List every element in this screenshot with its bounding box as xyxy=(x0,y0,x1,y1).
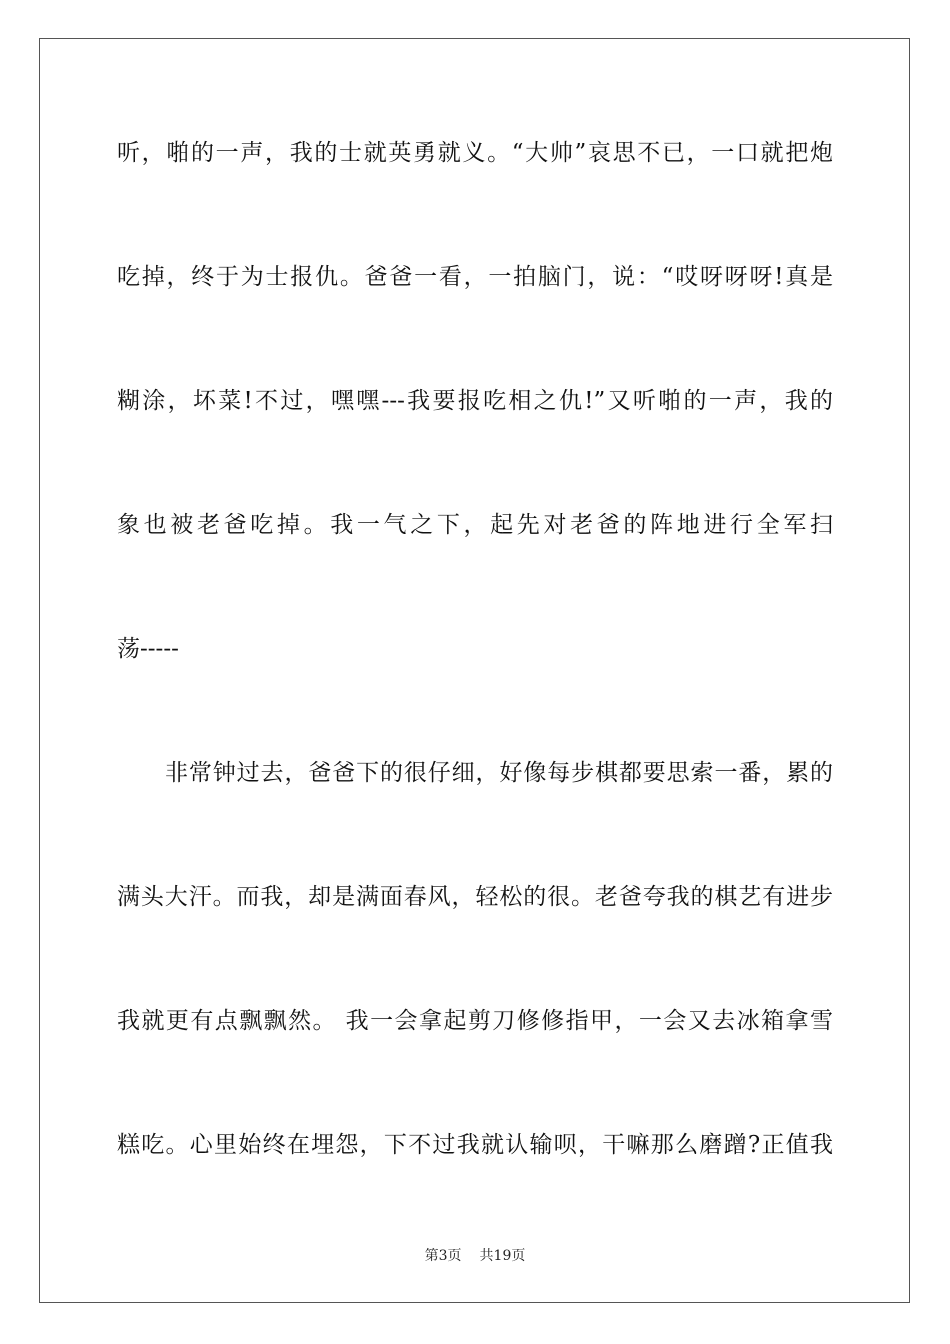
text-line-1: 听，啪的一声，我的士就英勇就义。“大帅”哀思不已，一口就把炮 xyxy=(117,140,833,166)
text-line-7: 满头大汗。而我，却是满面春风，轻松的很。老爸夸我的棋艺有进步 xyxy=(117,884,833,910)
page-total: 共19页 xyxy=(479,1248,526,1264)
text-line-3: 糊涂，坏菜!不过，嘿嘿---我要报吃相之仇!”又听啪的一声，我的 xyxy=(117,388,833,414)
text-line-9: 糕吃。心里始终在埋怨，下不过我就认输呗，干嘛那么磨蹭?正值我 xyxy=(117,1132,833,1158)
text-line-5: 荡----- xyxy=(117,636,179,662)
page-frame xyxy=(39,38,910,1303)
text-line-4: 象也被老爸吃掉。我一气之下，起先对老爸的阵地进行全军扫 xyxy=(117,512,833,538)
text-line-2: 吃掉，终于为士报仇。爸爸一看，一拍脑门，说：“哎呀呀呀!真是 xyxy=(117,264,833,290)
page-number: 第3页 xyxy=(424,1248,462,1264)
page-footer xyxy=(0,1246,950,1266)
text-line-8: 我就更有点飘飘然。 我一会拿起剪刀修修指甲，一会又去冰箱拿雪 xyxy=(117,1008,833,1034)
text-line-6: 非常钟过去，爸爸下的很仔细，好像每步棋都要思索一番，累的 xyxy=(165,760,833,786)
